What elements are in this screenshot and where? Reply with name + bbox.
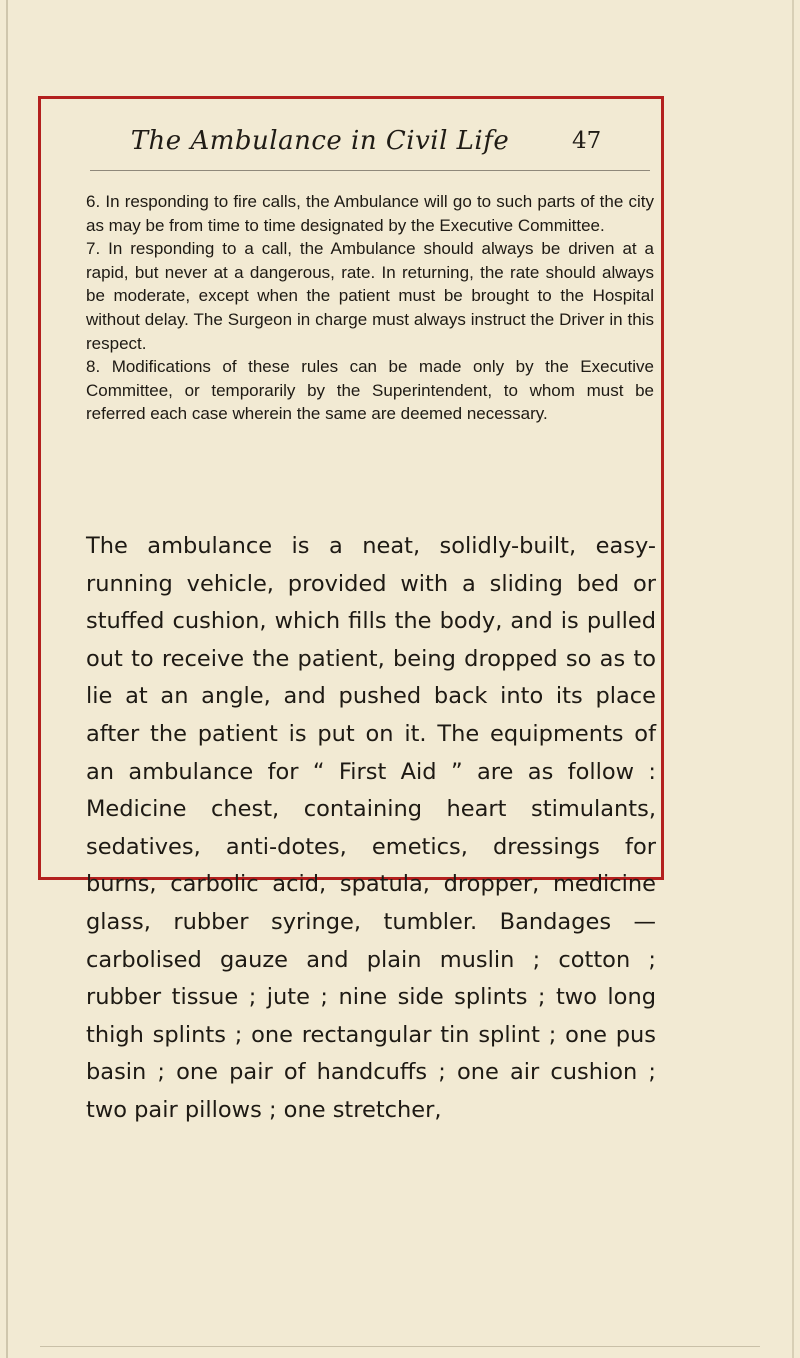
- bottom-edge: [40, 1346, 760, 1347]
- rule-item-8: 8. Modifications of these rules can be made only by the Executive Committee, or temporarily by the Superintendent, to whom must be referred each case wherein the same are deemed necessary.: [86, 357, 654, 424]
- page-edge-left: [6, 0, 8, 1358]
- rule-item-6: 6. In responding to fire calls, the Ambulance will go to such parts of the city as may be from time to time designated by the Executive Committee.: [86, 192, 654, 235]
- rules-list: [86, 190, 654, 426]
- page-header: [100, 120, 660, 166]
- header-rule: [90, 170, 650, 171]
- page-edge-right: [792, 0, 794, 1358]
- running-title: The Ambulance in Civil Life: [130, 126, 510, 156]
- page-number: 47: [572, 128, 602, 154]
- body-paragraph: The ambulance is a neat, solidly-built, easy-running vehicle, provided with a sliding bed or stuffed cushion, which fills the body, and is pulled out to receive the patient, being dropped so as to lie at an angle, and pushed back into its place after the patient is put on it. The equipments of an ambulance for “ First Aid ” are as follow : Medicine chest, containing heart stimulants, sedatives, anti-dotes, emetics, dressings for burns, carbolic acid, spatula, dropper, medicine glass, rubber syringe, tumbler. Bandages — carbolised gauze and plain muslin ; cotton ; rubber tissue ; jute ; nine side splints ; two long thigh splints ; one rectangular tin splint ; one pus basin ; one pair of handcuffs ; one air cushion ; two pair pillows ; one stretcher,: [86, 533, 656, 1123]
- rule-item-7: 7. In responding to a call, the Ambulance should always be driven at a rapid, but never at a dangerous, rate. In returning, the rate should always be moderate, except when the patient must be brought to the Hospital without delay. The Surgeon in charge must always instruct the Driver in this respect.: [86, 239, 654, 353]
